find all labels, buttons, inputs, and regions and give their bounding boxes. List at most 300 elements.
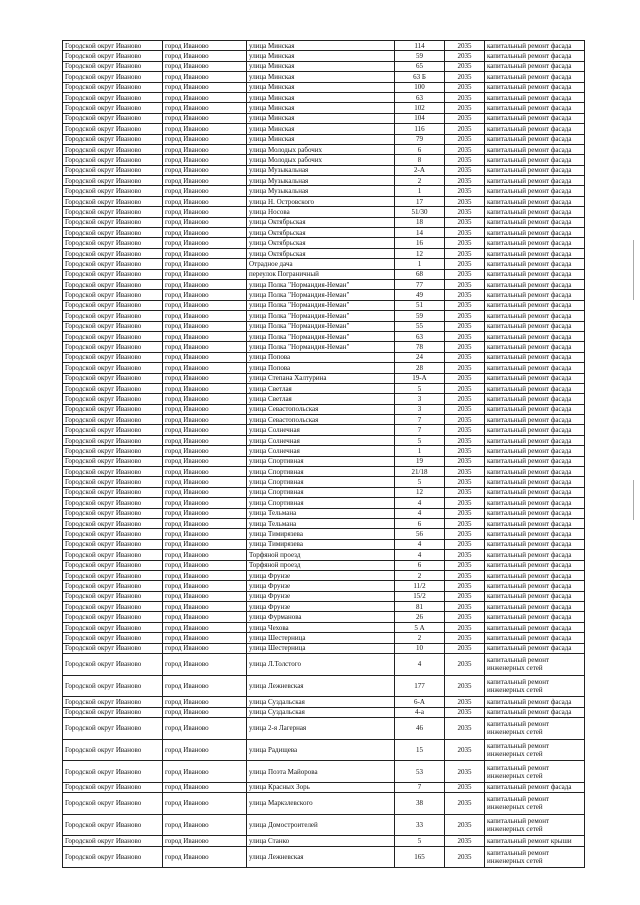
city-cell: город Иваново bbox=[163, 581, 247, 591]
year-cell: 2035 bbox=[445, 675, 485, 697]
work-type-cell: капитальный ремонт инженерных сетей bbox=[485, 793, 585, 815]
house-number-cell: 102 bbox=[395, 103, 445, 113]
house-number-cell: 63 bbox=[395, 92, 445, 102]
house-number-cell: 2 bbox=[395, 176, 445, 186]
district-cell: Городской округ Иваново bbox=[63, 41, 163, 51]
district-cell: Городской округ Иваново bbox=[63, 228, 163, 238]
work-type-cell: капитальный ремонт фасада bbox=[485, 51, 585, 61]
street-cell: улица Радищева bbox=[247, 739, 395, 761]
work-type-cell: капитальный ремонт фасада bbox=[485, 300, 585, 310]
work-type-cell: капитальный ремонт фасада bbox=[485, 633, 585, 643]
district-cell: Городской округ Иваново bbox=[63, 591, 163, 601]
district-cell: Городской округ Иваново bbox=[63, 529, 163, 539]
table-row bbox=[63, 508, 585, 518]
work-type-cell: капитальный ремонт фасада bbox=[485, 290, 585, 300]
street-cell: улица Н. Островского bbox=[247, 196, 395, 206]
work-type-cell: капитальный ремонт фасада bbox=[485, 352, 585, 362]
table-row bbox=[63, 103, 585, 113]
city-cell: город Иваново bbox=[163, 176, 247, 186]
city-cell: город Иваново bbox=[163, 793, 247, 815]
year-cell: 2035 bbox=[445, 591, 485, 601]
table-row bbox=[63, 581, 585, 591]
year-cell: 2035 bbox=[445, 217, 485, 227]
year-cell: 2035 bbox=[445, 383, 485, 393]
year-cell: 2035 bbox=[445, 259, 485, 269]
city-cell: город Иваново bbox=[163, 467, 247, 477]
district-cell: Городской округ Иваново bbox=[63, 435, 163, 445]
city-cell: город Иваново bbox=[163, 300, 247, 310]
work-type-cell: капитальный ремонт фасада bbox=[485, 643, 585, 653]
street-cell: улица Октябрьская bbox=[247, 217, 395, 227]
table-row bbox=[63, 643, 585, 653]
table-row bbox=[63, 654, 585, 676]
city-cell: город Иваново bbox=[163, 259, 247, 269]
district-cell: Городской округ Иваново bbox=[63, 570, 163, 580]
work-type-cell: капитальный ремонт фасада bbox=[485, 155, 585, 165]
work-type-cell: капитальный ремонт фасада bbox=[485, 41, 585, 51]
table-row bbox=[63, 342, 585, 352]
year-cell: 2035 bbox=[445, 113, 485, 123]
district-cell: Городской округ Иваново bbox=[63, 82, 163, 92]
city-cell: город Иваново bbox=[163, 633, 247, 643]
district-cell: Городской округ Иваново bbox=[63, 793, 163, 815]
table-row bbox=[63, 41, 585, 51]
year-cell: 2035 bbox=[445, 467, 485, 477]
house-number-cell: 1 bbox=[395, 446, 445, 456]
district-cell: Городской округ Иваново bbox=[63, 602, 163, 612]
house-number-cell: 5 bbox=[395, 435, 445, 445]
table-row bbox=[63, 196, 585, 206]
street-cell: улица Светлая bbox=[247, 394, 395, 404]
house-number-cell: 6 bbox=[395, 144, 445, 154]
year-cell: 2035 bbox=[445, 238, 485, 248]
city-cell: город Иваново bbox=[163, 311, 247, 321]
city-cell: город Иваново bbox=[163, 321, 247, 331]
street-cell: улица Полка "Нормандия-Неман" bbox=[247, 279, 395, 289]
table-row bbox=[63, 697, 585, 707]
work-type-cell: капитальный ремонт фасада bbox=[485, 446, 585, 456]
work-type-cell: капитальный ремонт фасада bbox=[485, 279, 585, 289]
work-type-cell: капитальный ремонт фасада bbox=[485, 591, 585, 601]
district-cell: Городской округ Иваново bbox=[63, 165, 163, 175]
district-cell: Городской округ Иваново bbox=[63, 477, 163, 487]
year-cell: 2035 bbox=[445, 487, 485, 497]
year-cell: 2035 bbox=[445, 103, 485, 113]
city-cell: город Иваново bbox=[163, 602, 247, 612]
city-cell: город Иваново bbox=[163, 41, 247, 51]
city-cell: город Иваново bbox=[163, 782, 247, 792]
house-number-cell: 6 bbox=[395, 560, 445, 570]
table-row bbox=[63, 113, 585, 123]
house-number-cell: 7 bbox=[395, 415, 445, 425]
table-row bbox=[63, 446, 585, 456]
house-number-cell: 77 bbox=[395, 279, 445, 289]
year-cell: 2035 bbox=[445, 718, 485, 740]
work-type-cell: капитальный ремонт фасада bbox=[485, 217, 585, 227]
year-cell: 2035 bbox=[445, 228, 485, 238]
table-row bbox=[63, 425, 585, 435]
year-cell: 2035 bbox=[445, 124, 485, 134]
district-cell: Городской округ Иваново bbox=[63, 352, 163, 362]
house-number-cell: 21/18 bbox=[395, 467, 445, 477]
district-cell: Городской округ Иваново bbox=[63, 581, 163, 591]
work-type-cell: капитальный ремонт фасада bbox=[485, 477, 585, 487]
street-cell: улица Октябрьская bbox=[247, 238, 395, 248]
table-row bbox=[63, 207, 585, 217]
street-cell: улица Суздальская bbox=[247, 707, 395, 717]
street-cell: улица Музыкальная bbox=[247, 176, 395, 186]
district-cell: Городской округ Иваново bbox=[63, 134, 163, 144]
year-cell: 2035 bbox=[445, 697, 485, 707]
house-number-cell: 165 bbox=[395, 846, 445, 868]
table-row bbox=[63, 311, 585, 321]
street-cell: Отрадное дача bbox=[247, 259, 395, 269]
table-row bbox=[63, 591, 585, 601]
year-cell: 2035 bbox=[445, 633, 485, 643]
table-body bbox=[63, 41, 585, 868]
year-cell: 2035 bbox=[445, 643, 485, 653]
house-number-cell: 5 bbox=[395, 383, 445, 393]
year-cell: 2035 bbox=[445, 782, 485, 792]
work-type-cell: капитальный ремонт фасада bbox=[485, 113, 585, 123]
street-cell: улица Тимирязева bbox=[247, 539, 395, 549]
table-row bbox=[63, 352, 585, 362]
street-cell: улица Октябрьская bbox=[247, 248, 395, 258]
year-cell: 2035 bbox=[445, 300, 485, 310]
year-cell: 2035 bbox=[445, 248, 485, 258]
city-cell: город Иваново bbox=[163, 539, 247, 549]
work-type-cell: капитальный ремонт фасада bbox=[485, 238, 585, 248]
table-row bbox=[63, 124, 585, 134]
street-cell: улица Домостроителей bbox=[247, 814, 395, 836]
city-cell: город Иваново bbox=[163, 498, 247, 508]
work-type-cell: капитальный ремонт фасада bbox=[485, 425, 585, 435]
street-cell: улица Фрунзе bbox=[247, 602, 395, 612]
table-row bbox=[63, 570, 585, 580]
year-cell: 2035 bbox=[445, 321, 485, 331]
table-row bbox=[63, 331, 585, 341]
city-cell: город Иваново bbox=[163, 383, 247, 393]
house-number-cell: 26 bbox=[395, 612, 445, 622]
street-cell: улица Спортивная bbox=[247, 498, 395, 508]
work-type-cell: капитальный ремонт фасада bbox=[485, 435, 585, 445]
table-row bbox=[63, 761, 585, 783]
year-cell: 2035 bbox=[445, 155, 485, 165]
house-number-cell: 4 bbox=[395, 654, 445, 676]
district-cell: Городской округ Иваново bbox=[63, 290, 163, 300]
street-cell: переулок Пограничный bbox=[247, 269, 395, 279]
district-cell: Городской округ Иваново bbox=[63, 487, 163, 497]
house-number-cell: 4 bbox=[395, 550, 445, 560]
city-cell: город Иваново bbox=[163, 675, 247, 697]
city-cell: город Иваново bbox=[163, 186, 247, 196]
city-cell: город Иваново bbox=[163, 707, 247, 717]
table-row bbox=[63, 718, 585, 740]
street-cell: улица Л.Толстого bbox=[247, 654, 395, 676]
street-cell: улица Суздальская bbox=[247, 697, 395, 707]
house-number-cell: 18 bbox=[395, 217, 445, 227]
city-cell: город Иваново bbox=[163, 415, 247, 425]
city-cell: город Иваново bbox=[163, 269, 247, 279]
district-cell: Городской округ Иваново bbox=[63, 814, 163, 836]
house-number-cell: 38 bbox=[395, 793, 445, 815]
work-type-cell: капитальный ремонт фасада bbox=[485, 134, 585, 144]
house-number-cell: 10 bbox=[395, 643, 445, 653]
table-row bbox=[63, 134, 585, 144]
street-cell: улица Спортивная bbox=[247, 456, 395, 466]
year-cell: 2035 bbox=[445, 176, 485, 186]
house-number-cell: 177 bbox=[395, 675, 445, 697]
city-cell: город Иваново bbox=[163, 92, 247, 102]
district-cell: Городской округ Иваново bbox=[63, 259, 163, 269]
work-type-cell: капитальный ремонт фасада bbox=[485, 82, 585, 92]
district-cell: Городской округ Иваново bbox=[63, 103, 163, 113]
street-cell: улица Попова bbox=[247, 352, 395, 362]
year-cell: 2035 bbox=[445, 570, 485, 580]
year-cell: 2035 bbox=[445, 707, 485, 717]
street-cell: улица Лежневская bbox=[247, 846, 395, 868]
city-cell: город Иваново bbox=[163, 373, 247, 383]
document-page bbox=[62, 40, 584, 868]
district-cell: Городской округ Иваново bbox=[63, 311, 163, 321]
street-cell: улица Фрунзе bbox=[247, 591, 395, 601]
table-row bbox=[63, 782, 585, 792]
work-type-cell: капитальный ремонт фасада bbox=[485, 228, 585, 238]
work-type-cell: капитальный ремонт фасада bbox=[485, 165, 585, 175]
house-number-cell: 5 bbox=[395, 477, 445, 487]
street-cell: улица Тельмана bbox=[247, 518, 395, 528]
city-cell: город Иваново bbox=[163, 124, 247, 134]
house-number-cell: 12 bbox=[395, 487, 445, 497]
city-cell: город Иваново bbox=[163, 529, 247, 539]
table-row bbox=[63, 415, 585, 425]
city-cell: город Иваново bbox=[163, 61, 247, 71]
city-cell: город Иваново bbox=[163, 643, 247, 653]
work-type-cell: капитальный ремонт фасада bbox=[485, 581, 585, 591]
table-row bbox=[63, 92, 585, 102]
street-cell: улица Фурманова bbox=[247, 612, 395, 622]
district-cell: Городской округ Иваново bbox=[63, 456, 163, 466]
table-row bbox=[63, 675, 585, 697]
year-cell: 2035 bbox=[445, 363, 485, 373]
street-cell: улица Тимирязева bbox=[247, 529, 395, 539]
street-cell: улица Спортивная bbox=[247, 467, 395, 477]
year-cell: 2035 bbox=[445, 311, 485, 321]
house-number-cell: 8 bbox=[395, 155, 445, 165]
table-row bbox=[63, 61, 585, 71]
house-number-cell: 5 А bbox=[395, 622, 445, 632]
work-type-cell: капитальный ремонт инженерных сетей bbox=[485, 654, 585, 676]
year-cell: 2035 bbox=[445, 602, 485, 612]
house-number-cell: 51/30 bbox=[395, 207, 445, 217]
work-type-cell: капитальный ремонт фасада bbox=[485, 259, 585, 269]
district-cell: Городской округ Иваново bbox=[63, 761, 163, 783]
city-cell: город Иваново bbox=[163, 622, 247, 632]
house-number-cell: 7 bbox=[395, 425, 445, 435]
table-row bbox=[63, 259, 585, 269]
work-type-cell: капитальный ремонт фасада bbox=[485, 707, 585, 717]
table-row bbox=[63, 477, 585, 487]
district-cell: Городской округ Иваново bbox=[63, 612, 163, 622]
district-cell: Городской округ Иваново bbox=[63, 72, 163, 82]
table-row bbox=[63, 51, 585, 61]
work-type-cell: капитальный ремонт фасада bbox=[485, 124, 585, 134]
work-type-cell: капитальный ремонт фасада bbox=[485, 186, 585, 196]
house-number-cell: 33 bbox=[395, 814, 445, 836]
city-cell: город Иваново bbox=[163, 404, 247, 414]
repair-schedule-table bbox=[62, 40, 585, 868]
year-cell: 2035 bbox=[445, 331, 485, 341]
year-cell: 2035 bbox=[445, 793, 485, 815]
work-type-cell: капитальный ремонт фасада bbox=[485, 518, 585, 528]
work-type-cell: капитальный ремонт инженерных сетей bbox=[485, 718, 585, 740]
table-row bbox=[63, 279, 585, 289]
district-cell: Городской округ Иваново bbox=[63, 707, 163, 717]
district-cell: Городской округ Иваново bbox=[63, 186, 163, 196]
house-number-cell: 79 bbox=[395, 134, 445, 144]
house-number-cell: 3 bbox=[395, 404, 445, 414]
district-cell: Городской округ Иваново bbox=[63, 467, 163, 477]
year-cell: 2035 bbox=[445, 508, 485, 518]
district-cell: Городской округ Иваново bbox=[63, 321, 163, 331]
table-row bbox=[63, 228, 585, 238]
street-cell: улица Маркзлевского bbox=[247, 793, 395, 815]
district-cell: Городской округ Иваново bbox=[63, 643, 163, 653]
street-cell: улица Севастопольская bbox=[247, 404, 395, 414]
city-cell: город Иваново bbox=[163, 612, 247, 622]
table-row bbox=[63, 633, 585, 643]
year-cell: 2035 bbox=[445, 41, 485, 51]
year-cell: 2035 bbox=[445, 92, 485, 102]
street-cell: улица Чехова bbox=[247, 622, 395, 632]
house-number-cell: 14 bbox=[395, 228, 445, 238]
year-cell: 2035 bbox=[445, 207, 485, 217]
house-number-cell: 1 bbox=[395, 259, 445, 269]
street-cell: улица Минская bbox=[247, 134, 395, 144]
city-cell: город Иваново bbox=[163, 144, 247, 154]
year-cell: 2035 bbox=[445, 290, 485, 300]
year-cell: 2035 bbox=[445, 539, 485, 549]
district-cell: Городской округ Иваново bbox=[63, 415, 163, 425]
work-type-cell: капитальный ремонт фасада bbox=[485, 612, 585, 622]
street-cell: улица Музыкальная bbox=[247, 165, 395, 175]
table-row bbox=[63, 836, 585, 846]
house-number-cell: 51 bbox=[395, 300, 445, 310]
street-cell: улица Минская bbox=[247, 113, 395, 123]
district-cell: Городской округ Иваново bbox=[63, 404, 163, 414]
house-number-cell: 55 bbox=[395, 321, 445, 331]
street-cell: улица Минская bbox=[247, 41, 395, 51]
table-row bbox=[63, 846, 585, 868]
street-cell: улица Полка "Нормандия-Неман" bbox=[247, 342, 395, 352]
city-cell: город Иваново bbox=[163, 697, 247, 707]
house-number-cell: 104 bbox=[395, 113, 445, 123]
city-cell: город Иваново bbox=[163, 279, 247, 289]
district-cell: Городской округ Иваново bbox=[63, 675, 163, 697]
year-cell: 2035 bbox=[445, 550, 485, 560]
city-cell: город Иваново bbox=[163, 217, 247, 227]
work-type-cell: капитальный ремонт крыши bbox=[485, 836, 585, 846]
street-cell: улица Станко bbox=[247, 836, 395, 846]
work-type-cell: капитальный ремонт фасада bbox=[485, 782, 585, 792]
city-cell: город Иваново bbox=[163, 477, 247, 487]
city-cell: город Иваново bbox=[163, 103, 247, 113]
year-cell: 2035 bbox=[445, 373, 485, 383]
year-cell: 2035 bbox=[445, 61, 485, 71]
year-cell: 2035 bbox=[445, 739, 485, 761]
work-type-cell: капитальный ремонт фасада bbox=[485, 331, 585, 341]
table-row bbox=[63, 269, 585, 279]
year-cell: 2035 bbox=[445, 279, 485, 289]
city-cell: город Иваново bbox=[163, 342, 247, 352]
district-cell: Городской округ Иваново bbox=[63, 217, 163, 227]
year-cell: 2035 bbox=[445, 456, 485, 466]
district-cell: Городской округ Иваново bbox=[63, 836, 163, 846]
city-cell: город Иваново bbox=[163, 207, 247, 217]
year-cell: 2035 bbox=[445, 846, 485, 868]
street-cell: улица Музыкальная bbox=[247, 186, 395, 196]
house-number-cell: 78 bbox=[395, 342, 445, 352]
street-cell: улица Светлая bbox=[247, 383, 395, 393]
house-number-cell: 28 bbox=[395, 363, 445, 373]
city-cell: город Иваново bbox=[163, 836, 247, 846]
table-row bbox=[63, 739, 585, 761]
city-cell: город Иваново bbox=[163, 228, 247, 238]
work-type-cell: капитальный ремонт фасада bbox=[485, 456, 585, 466]
district-cell: Городской округ Иваново bbox=[63, 718, 163, 740]
work-type-cell: капитальный ремонт фасада bbox=[485, 342, 585, 352]
city-cell: город Иваново bbox=[163, 550, 247, 560]
city-cell: город Иваново bbox=[163, 508, 247, 518]
district-cell: Городской округ Иваново bbox=[63, 633, 163, 643]
house-number-cell: 4 bbox=[395, 539, 445, 549]
table-row bbox=[63, 602, 585, 612]
street-cell: улица Фрунзе bbox=[247, 570, 395, 580]
year-cell: 2035 bbox=[445, 72, 485, 82]
year-cell: 2035 bbox=[445, 82, 485, 92]
house-number-cell: 4-а bbox=[395, 707, 445, 717]
city-cell: город Иваново bbox=[163, 134, 247, 144]
house-number-cell: 11/2 bbox=[395, 581, 445, 591]
district-cell: Городской округ Иваново bbox=[63, 207, 163, 217]
district-cell: Городской округ Иваново bbox=[63, 560, 163, 570]
street-cell: Торфяной проезд bbox=[247, 550, 395, 560]
street-cell: улица Спортивная bbox=[247, 487, 395, 497]
table-row bbox=[63, 707, 585, 717]
city-cell: город Иваново bbox=[163, 456, 247, 466]
year-cell: 2035 bbox=[445, 529, 485, 539]
city-cell: город Иваново bbox=[163, 560, 247, 570]
table-row bbox=[63, 238, 585, 248]
house-number-cell: 6 bbox=[395, 518, 445, 528]
table-row bbox=[63, 144, 585, 154]
street-cell: улица Минская bbox=[247, 103, 395, 113]
city-cell: город Иваново bbox=[163, 591, 247, 601]
year-cell: 2035 bbox=[445, 518, 485, 528]
street-cell: улица Минская bbox=[247, 82, 395, 92]
city-cell: город Иваново bbox=[163, 352, 247, 362]
work-type-cell: капитальный ремонт фасада bbox=[485, 92, 585, 102]
district-cell: Городской округ Иваново bbox=[63, 518, 163, 528]
work-type-cell: капитальный ремонт фасада bbox=[485, 72, 585, 82]
work-type-cell: капитальный ремонт фасада bbox=[485, 404, 585, 414]
house-number-cell: 24 bbox=[395, 352, 445, 362]
street-cell: улица Тельмана bbox=[247, 508, 395, 518]
table-row bbox=[63, 373, 585, 383]
year-cell: 2035 bbox=[445, 144, 485, 154]
street-cell: улица Минская bbox=[247, 124, 395, 134]
house-number-cell: 81 bbox=[395, 602, 445, 612]
